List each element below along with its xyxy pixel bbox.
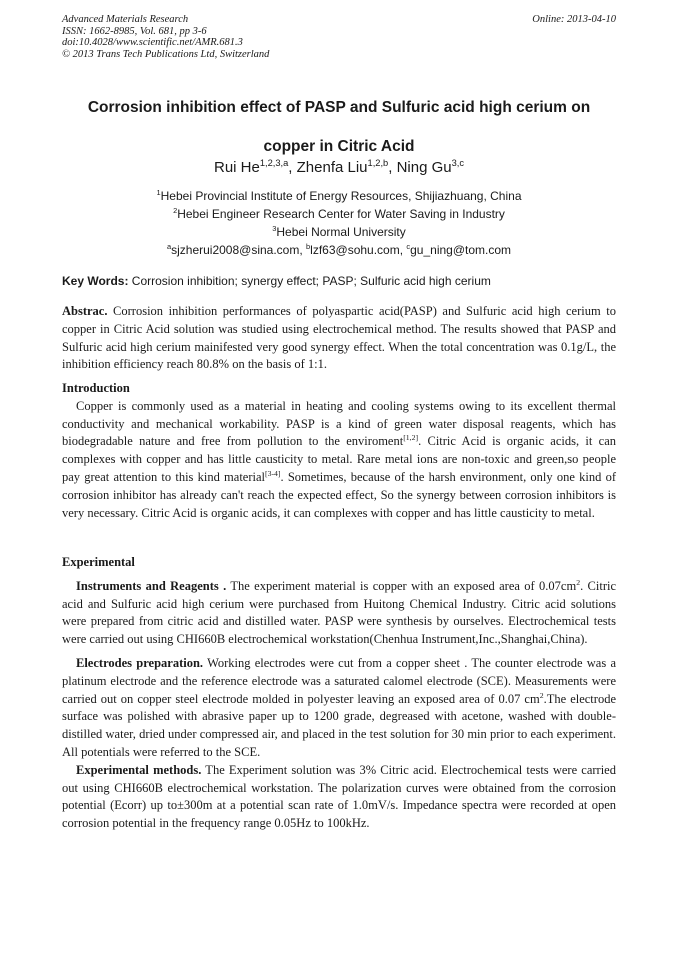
affiliation-1: $^1$Hebei Provincial Institute of Energy Resources, Shijiazhuang, China xyxy=(156,188,522,203)
keywords-text: Corrosion inhibition; synergy effect; PASP; Sulfuric acid high cerium xyxy=(128,274,491,288)
methods-paragraph: Experimental methods. The Experiment solution was 3% Citric acid. Electrochemical tests were carried out using CHI660B electrochemical workstation. The polarization curves were obtained from the corrosion potential (Ecorr) up to±300m at a potential scan rate of 1.0mV/s. Impedance spectra were recorded at open corrosion potential in the frequency range 0.05Hz to 100kHz. xyxy=(62,762,616,831)
email-line: $^a$sjzherui2008@sina.com, $^b$lzf63@sohu.com, $^c$gu_ning@tom.com xyxy=(166,242,512,257)
instruments-paragraph: Instruments and Reagents . The experiment material is copper with an exposed area of $0.07cm^2$. Citric acid and Sulfuric acid high cerium were purchased from Huitong Chemical Industry. Citric acid solutions were prepared from citric acid and distilled water. PASP were synthesis by ourselves. Electrochemical tests were carried out using CHI660B electrochemical workstation(Chenhua Instrument,Inc.,Shanghai,China). xyxy=(62,577,617,647)
author-sup: 1,2,3,a xyxy=(259,158,289,168)
journal-name: Advanced Materials Research xyxy=(62,14,189,25)
issn-line: ISSN: 1662-8985, Vol. 681, pp 3-6 xyxy=(62,25,207,37)
copyright-line: © 2013 Trans Tech Publications Ltd, Switzerland xyxy=(62,48,270,60)
introduction-paragraph: Copper is commonly used as a material in heating and cooling systems owing to its excellent thermal conductivity and mechanical workability. PASP is a kind of green water disposal reagents, which has biodegradable nature and free from pollution to the enviroment[1,2]. Citric Acid is organic acids, it can complexes with copper and has little causticity to metal. Rare metal ions are non-toxic and green,so people pay great attention to this kind material[3-4]. Sometimes, because of the harsh environment, only one kind of corrosion inhibitor has already can't reach the expected effect, So the synergy between corrosion inhibitors is very necessary. Citric Acid is organic acids, it can complexes with copper and has little causticity to metal. xyxy=(62,398,616,520)
methods-label: Experimental methods. xyxy=(76,762,202,777)
affiliation-3: $^3$Hebei Normal University xyxy=(272,224,406,239)
title-line-2: copper in Citric Acid xyxy=(263,138,415,155)
author-sup: 3,c xyxy=(451,158,464,168)
introduction-section xyxy=(62,380,616,522)
journal-header xyxy=(62,14,269,60)
affiliation-2: $^2$Hebei Engineer Research Center for Water Saving in Industry xyxy=(173,206,505,221)
author-name: Zhenfa Liu xyxy=(296,159,368,176)
doi-line: doi:10.4028/www.scientific.net/AMR.681.3 xyxy=(62,37,243,48)
citation: [3-4] xyxy=(265,468,281,478)
title-line-1: Corrosion inhibition effect of PASP and Sulfuric acid high cerium on xyxy=(87,99,591,116)
affiliations xyxy=(62,187,616,259)
instruments-label: Instruments and Reagents . xyxy=(76,578,227,593)
online-date: Online: 2013-04-10 xyxy=(532,14,616,25)
paper-title xyxy=(62,88,616,166)
electrodes-label: Electrodes preparation. xyxy=(76,655,204,670)
experimental-section xyxy=(62,554,616,833)
experimental-heading: Experimental xyxy=(62,555,135,569)
citation: [1,2] xyxy=(403,433,419,443)
abstract-text: Corrosion inhibition performances of polyaspartic acid(PASP) and Sulfuric acid high cerium to copper in Citric Acid solution was studied using electrochemical method. The results showed that PASP and Sulfuric acid high cerium mainifested very good synergy effect. When the total concentration was 0.1g/L, the inhibition efficiency reach 80.8% on the basis of 1:1. xyxy=(62,304,616,372)
electrodes-paragraph: Electrodes preparation. Working electrodes were cut from a copper sheet . The counter electrode was a platinum electrode and the reference electrode was a saturated calomel electrode (SCE). Measurements were carried out on copper steel electrode molded in polyester leaving an exposed area of 0.07 $cm^2.The$ electrode surface was polished with abrasive paper up to 1200 grade, degreased with acetone, washed with double-distilled water, dried under compressed air, and placed in the test solution for 30 min prior to each experiment. All potentials were referred to the SCE. xyxy=(62,655,617,759)
keywords-label: Key Words: xyxy=(62,274,129,288)
author-name: Rui He xyxy=(214,159,260,176)
author-list: Rui He$^{1,2,3,a}$, Zhenfa Liu$^{1,2,b}$, Ning Gu$^{3,c}$ xyxy=(214,158,464,176)
abstract-paragraph xyxy=(62,303,616,374)
author-sup: 1,2,b xyxy=(367,158,389,168)
introduction-heading: Introduction xyxy=(62,381,130,395)
abstract-label: Abstrac. xyxy=(62,304,108,318)
abstract-section xyxy=(62,303,616,374)
keywords xyxy=(62,273,616,289)
author-name: Ning Gu xyxy=(396,159,452,176)
